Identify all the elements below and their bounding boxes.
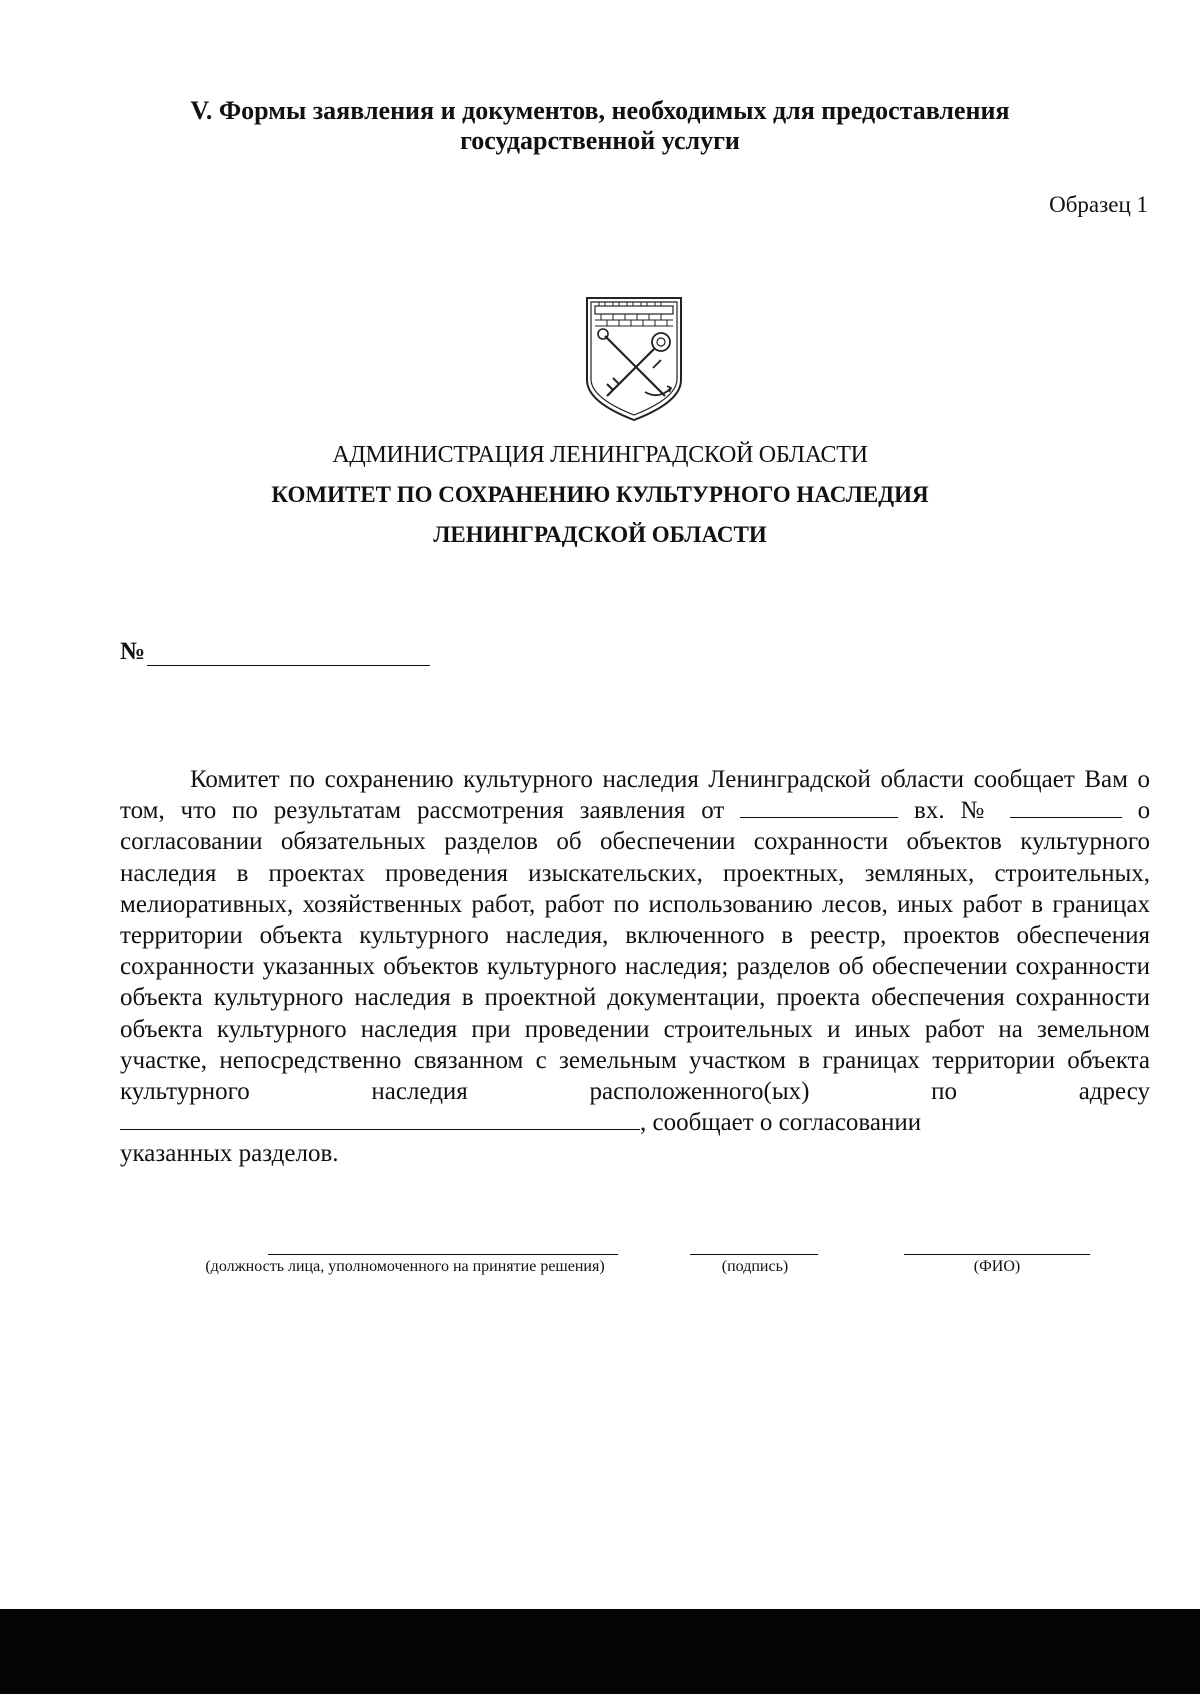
body-part-3: о согласовании обязательных разделов об обеспечении сохранности объектов культурного наследия в проектах проведения изыскательских, проектных, земляных, строительных, мелиоративных, хозяйственных работ, работ по использованию лесов, иных работ в границах территории объекта культурного наследия, включенного в реестр, проектов обеспечения сохранности указанных объектов культурного наследия; разделов об обеспечении сохранности объекта культурного наследия в проектной документации, проекта обеспечения сохранности объекта культурного наследия при проведении строительных и иных работ на земельном участке, непосредственно связанном с земельным участком в границах территории объекта культурного наследия расположенного(ых) по адресу (120, 797, 1151, 1106)
address-blank (120, 1109, 640, 1130)
full-name-caption: (ФИО) (973, 1258, 1021, 1275)
signature-line (690, 1254, 818, 1255)
position-line (268, 1254, 618, 1255)
section-heading-line-1: V. Формы заявления и документов, необходимых для предоставления (190, 96, 1010, 125)
body-part-4: , сообщает о согласовании (640, 1109, 922, 1137)
committee-region: ЛЕНИНГРАДСКОЙ ОБЛАСТИ (433, 522, 767, 547)
full-name-field (904, 1254, 1090, 1276)
scan-edge-bar (0, 1609, 1200, 1694)
section-heading (150, 96, 1050, 156)
body-part-5: указанных разделов. (120, 1140, 339, 1168)
signature-caption: (подпись) (721, 1258, 789, 1275)
body-part-2: вх. № (914, 797, 994, 825)
sample-label: Образец 1 (1049, 192, 1148, 217)
position-caption: (должность лица, уполномоченного на принятие решения) (205, 1258, 605, 1275)
committee-name: КОМИТЕТ ПО СОХРАНЕНИЮ КУЛЬТУРНОГО НАСЛЕДИЯ (271, 482, 929, 507)
document-number-field (120, 638, 430, 666)
signature-field (690, 1254, 820, 1276)
administration-name: АДМИНИСТРАЦИЯ ЛЕНИНГРАДСКОЙ ОБЛАСТИ (332, 442, 868, 468)
incoming-number-blank (1010, 797, 1122, 818)
letter-body (120, 764, 1150, 1170)
number-blank-line (147, 643, 430, 666)
official-position-signature-field (192, 1254, 618, 1276)
body-part-1: Комитет по сохранению культурного наследия Ленинградской области сообщает Вам о том, что по результатам рассмотрения заявления от (120, 766, 1150, 825)
full-name-line (904, 1254, 1090, 1255)
number-sign: № (120, 638, 146, 665)
coat-of-arms-icon (583, 296, 685, 422)
section-heading-line-2: государственной услуги (460, 126, 740, 155)
letter-main-paragraph (120, 764, 1150, 1138)
application-date-blank (740, 797, 898, 818)
